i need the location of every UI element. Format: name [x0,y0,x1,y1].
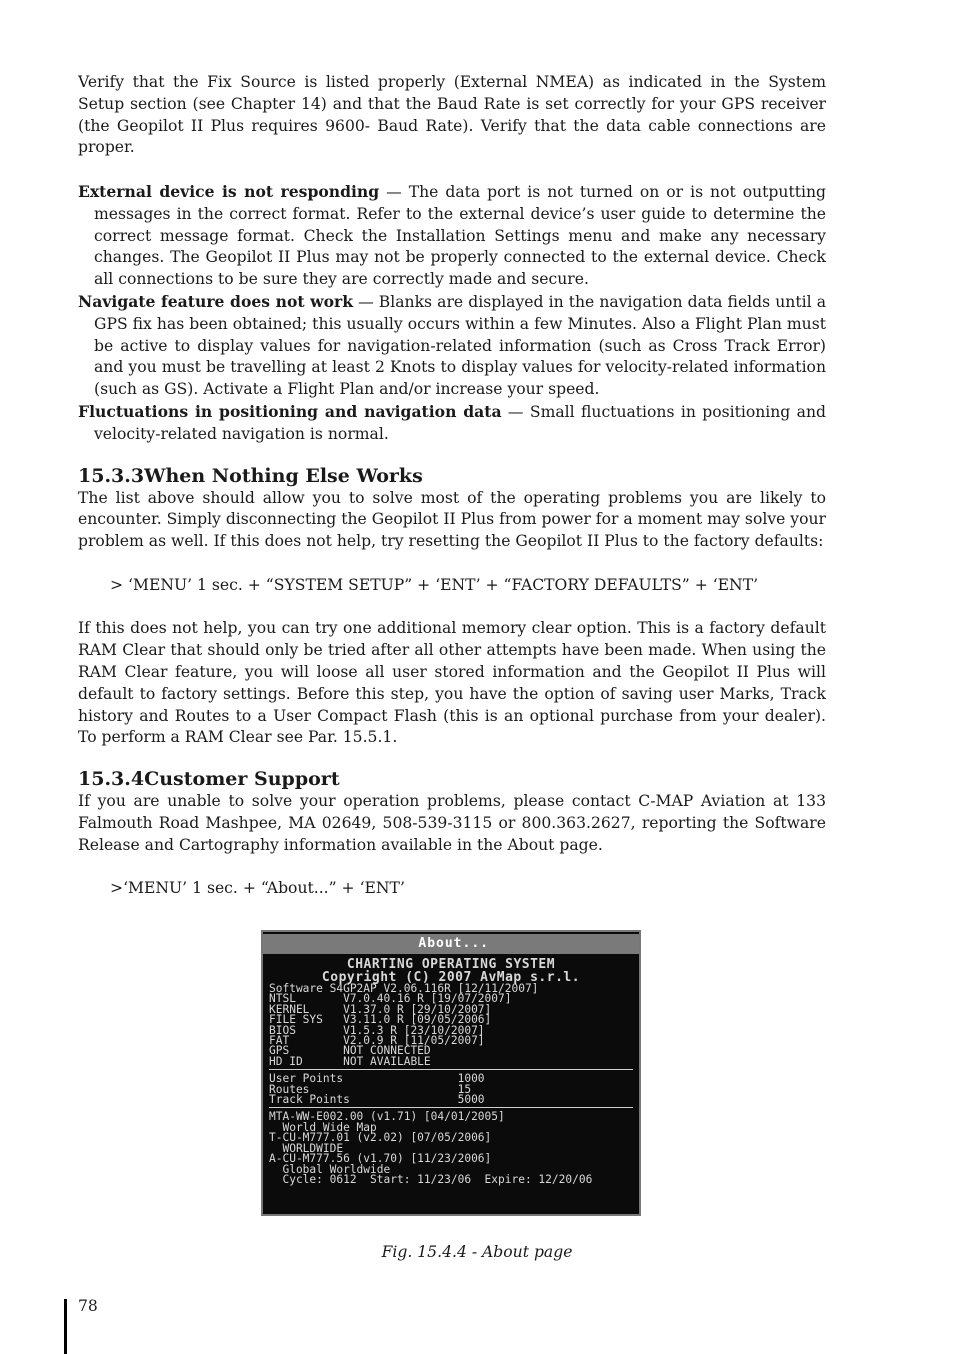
about-page-command: >‘MENU’ 1 sec. + “About...” + ‘ENT’ [110,879,405,898]
issue-external-device [78,181,826,291]
capacity-line: Track Points 5000 [269,1093,485,1107]
divider [269,1107,633,1108]
cartography-line: MTA-WW-E002.00 (v1.71) [04/01/2005] [269,1110,505,1124]
cartography-line: WORLDWIDE [269,1141,344,1155]
cartography-list [269,1112,633,1185]
capacity-list [269,1074,633,1105]
version-line: FILE SYS V3.11.0 R [09/05/2006] [269,1013,492,1027]
cartography-line: T-CU-M777.01 (v2.02) [07/05/2006] [269,1131,492,1145]
section-heading-15-3-3 [78,464,826,488]
issue-term: Fluctuations in positioning and navigation data [78,401,502,421]
section-15-3-4-paragraph-1: If you are unable to solve your operation problems, please contact C-MAP Aviation at 133 Falmouth Road Mashpee, MA 02649, 508-539-3115 or 800.363.2627, reporting the Software Release and Cartography information available in the About page. [78,792,826,854]
issue-term: Navigate feature does not work [78,291,353,311]
about-screen-figure [261,930,641,1216]
version-list [269,984,633,1067]
version-line: FAT V2.0.9 R [11/05/2007] [269,1034,485,1048]
intro-paragraph: Verify that the Fix Source is listed properly (External NMEA) as indicated in the System Setup section (see Chapter 14) and that the Baud Rate is set correctly for your GPS receiver (the Geopilot II Plus requires 9600- Baud Rate). Verify that the data cable connections are proper. [78,73,826,157]
divider [269,1069,633,1070]
version-line: HD ID NOT AVAILABLE [269,1054,431,1068]
section-15-3-3-paragraph-1: The list above should allow you to solve most of the operating problems you are likely to encounter. Simply disconnecting the Geopilot II Plus from power for a moment may solve your problem as well. If this does not help, try resetting the Geopilot II Plus to the factory defaults: [78,488,827,551]
version-line: Software S4GP2AP V2.06.116R [12/11/2007] [269,982,539,995]
section-number: 15.3.3 [78,464,145,487]
figure-caption: Fig. 15.4.4 - About page [381,1243,573,1261]
capacity-line: Routes 15 [269,1082,472,1096]
section-title: When Nothing Else Works [144,464,423,487]
section-15-3-3-paragraph-2: If this does not help, you can try one additional memory clear option. This is a factory default RAM Clear that should only be tried after all other attempts have been made. When using the RAM Clear feature, you will loose all user stored information and the Geopilot II Plus will default to factory settings. Before this step, you have the option of saving user Marks, Track history and Routes to a User Compact Flash (this is an optional purchase from your dealer). To perform a RAM Clear see Par. 15.5.1. [78,619,826,747]
about-screen-title: About... [263,934,639,954]
capacity-line: User Points 1000 [269,1072,485,1086]
about-heading-2: Copyright (C) 2007 AvMap s.r.l. [321,970,581,985]
page-number: 78 [78,1297,98,1315]
page-margin-bar [64,1299,67,1354]
version-line: KERNEL V1.37.0 R [29/10/2007] [269,1002,492,1016]
version-line: BIOS V1.5.3 R [23/10/2007] [269,1023,485,1037]
issue-term: External device is not responding [78,181,380,201]
cartography-line: Cycle: 0612 Start: 11/23/06 Expire: 12/20/06 [269,1172,593,1186]
section-title: Customer Support [144,768,340,791]
cartography-line: World Wide Map [269,1120,377,1134]
issue-fluctuations [78,401,826,446]
cartography-line: A-CU-M777.56 (v1.70) [11/23/2006] [269,1152,492,1166]
about-screen-body [269,958,633,1185]
issue-text: — The data port is not turned on or is not outputting messages in the correct format. Refer to the external device’s user guide to determine the correct message format. Check the Installation Settings menu and make any necessary changes. The Geopilot II Plus may not be properly connected to the external device. Check all connections to be sure they are correctly made and secure. [94,182,826,289]
issue-navigate-feature [78,291,826,401]
issue-text: — Small fluctuations in positioning and velocity-related navigation is normal. [94,402,826,443]
factory-defaults-command: > ‘MENU’ 1 sec. + “SYSTEM SETUP” + ‘ENT’ + “FACTORY DEFAULTS” + ‘ENT’ [110,575,759,594]
section-heading-15-3-4 [78,767,826,791]
version-line: GPS NOT CONNECTED [269,1044,431,1058]
cartography-line: Global Worldwide [269,1162,391,1176]
page-content [78,72,826,900]
issue-text: — Blanks are displayed in the navigation data fields until a GPS fix has been obtained; this usually occurs within a few Minutes. Also a Flight Plan must be active to display values for navigation-related information (such as Cross Track Error) and you must be travelling at least 2 Knots to display values for velocity-related information (such as GS). Activate a Flight Plan and/or increase your speed. [94,292,826,399]
section-number: 15.3.4 [78,768,145,791]
about-heading-1: CHARTING OPERATING SYSTEM [346,957,556,972]
version-line: NTSL V7.0.40.16 R [19/07/2007] [269,992,512,1006]
